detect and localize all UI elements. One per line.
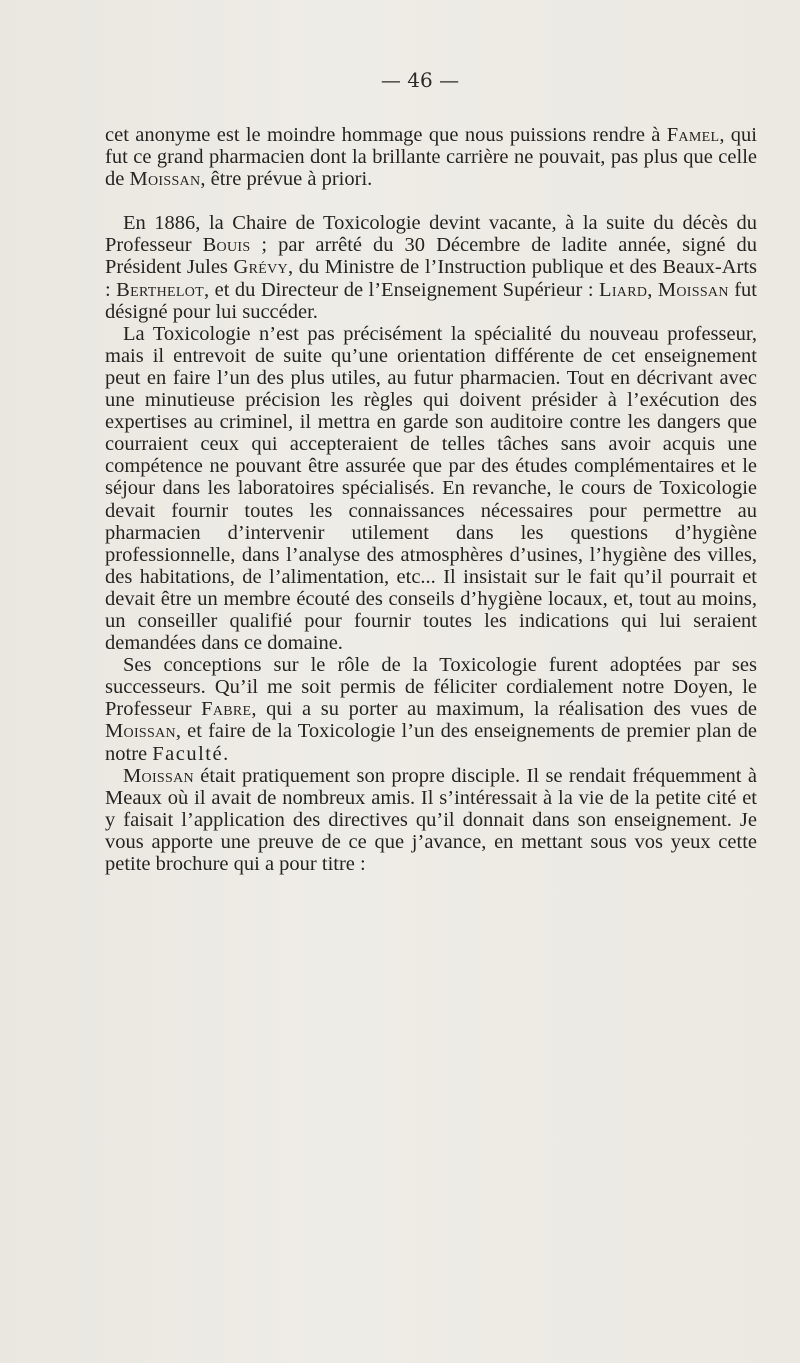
text-segment: fut désigné pour lui succéder. xyxy=(105,278,757,323)
name-bouis: Bouis xyxy=(202,234,251,257)
text-segment: , qui fut ce grand pharmacien dont la brillante carrière ne pouvait, pas plus que celle de xyxy=(105,124,757,191)
name-grevy: Grévy xyxy=(233,256,288,279)
name-moissan: Moissan xyxy=(657,278,729,301)
text-segment: . xyxy=(223,742,229,765)
paragraph-4 xyxy=(105,654,757,764)
text-segment: , et du Directeur de l’Enseignement Supérieur : xyxy=(204,278,599,301)
text-segment: En 1886, la Chaire de Toxicologie devint vacante, à la suite du décès du Professeur xyxy=(105,212,757,257)
text-segment: ; par arrêté du 30 Décembre de ladite année, signé du Président Jules xyxy=(105,234,757,279)
body-text xyxy=(105,124,757,875)
word-faculte: Faculté xyxy=(152,742,224,765)
text-segment: cet anonyme est le moindre hommage que nous puissions rendre à xyxy=(105,124,667,146)
page-number: — 46 — xyxy=(380,68,460,92)
text-segment: , être prévue à priori. xyxy=(200,168,373,191)
text-segment: , xyxy=(647,278,658,301)
name-moissan: Moissan xyxy=(123,764,194,787)
text-segment: La Toxicologie n’est pas précisément la spécialité du nouveau professeur, mais il entrevoit de suite qu’une orientation différente de cet enseignement peut en faire l’un des plus utiles, au futur pharmacien. Tout en décrivant avec une minutieuse précision les règles qui doivent présider à l’exécution des expertises au criminel, il mettra en garde son auditoire contre les dangers que courraient ceux qui accepteraient de telles tâches sans avoir acquis une compétence ne pouvant être assurée que par des études complémentaires et le séjour dans les laboratoires spécialisés. En revanche, le cours de Toxicologie devait fournir toutes les connaissances nécessaires pour permettre au pharmacien d’intervenir utilement dans les questions d’hygiène professionnelle, dans l’analyse des atmosphères d’usines, l’hygiène des villes, des habitations, de l’alimentation, etc... Il insistait sur le fait qu’il pourrait et devait être un membre écouté des conseils d’hygiène locaux, et, tout au moins, un conseiller qualifié pour fournir toutes les indications qui lui seraient demandées dans ce domaine. xyxy=(105,322,757,655)
paragraph-2 xyxy=(105,212,757,322)
paragraph-3 xyxy=(105,323,757,654)
name-moissan: Moissan xyxy=(105,720,176,743)
text-segment: , et faire de la Toxicologie l’un des enseignements de premier plan de notre xyxy=(105,720,757,765)
paragraph-1 xyxy=(105,124,757,190)
name-fabre: Fabre xyxy=(201,698,252,721)
text-segment: , du Ministre de l’Instruction publique et des Beaux-Arts : xyxy=(105,256,757,301)
text-segment: Ses conceptions sur le rôle de la Toxicologie furent adoptées par ses successeurs. Qu’il me soit permis de féliciter cordialement notre Doyen, le Professeur xyxy=(105,654,757,721)
text-segment: , qui a su porter au maximum, la réalisation des vues de xyxy=(251,698,757,721)
paragraph-5 xyxy=(105,765,757,875)
name-moissan: Moissan xyxy=(129,168,201,191)
name-berthelot: Berthelot xyxy=(116,278,205,301)
name-famel: Famel xyxy=(666,124,720,146)
text-segment: était pratiquement son propre disciple. Il se rendait fréquemment à Meaux où il avait de nombreux amis. Il s’intéressait à la vie de la petite cité et y faisait l’application des directives qu’il donnait dans son enseignement. Je vous apporte une preuve de ce que j’avance, en mettant sous vos yeux cette petite brochure qui a pour titre : xyxy=(105,764,757,875)
name-liard: Liard xyxy=(599,278,648,301)
